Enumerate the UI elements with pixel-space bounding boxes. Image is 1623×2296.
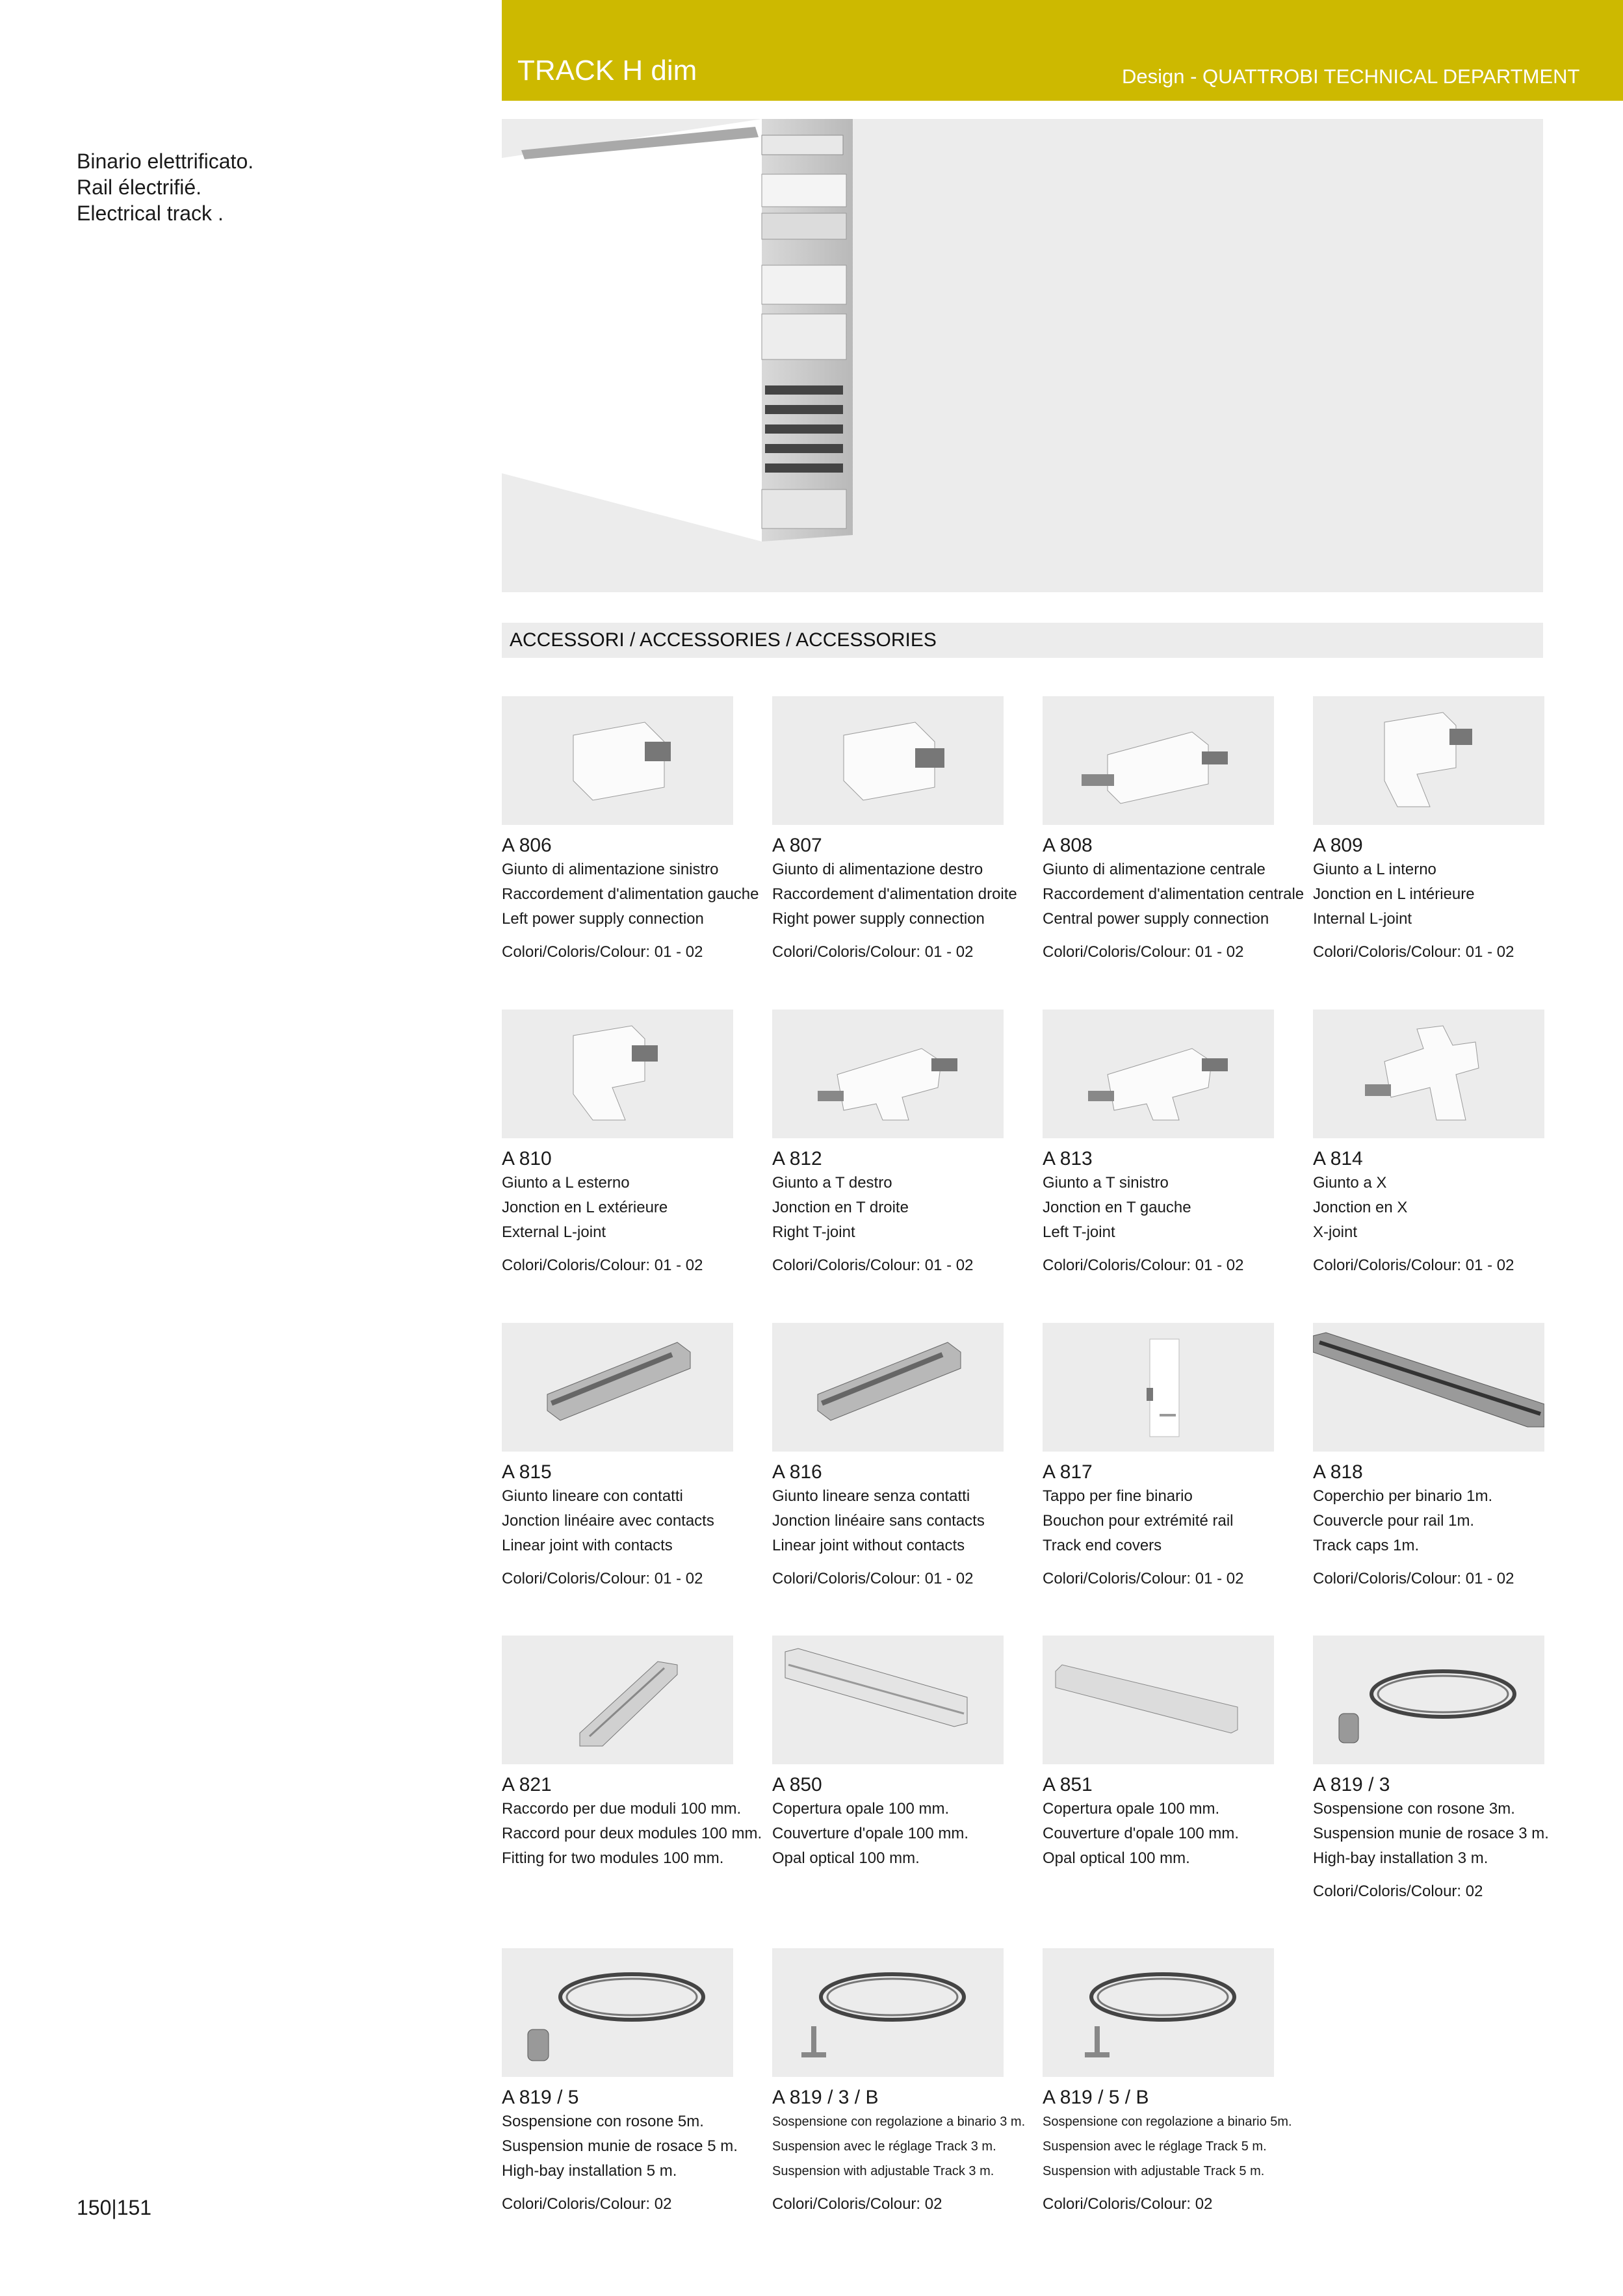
accessory-desc-fr: Jonction en L extérieure bbox=[502, 1199, 668, 1216]
accessory-desc-fr: Raccordement d'alimentation droite bbox=[772, 885, 1017, 903]
accessory-card bbox=[772, 1010, 1004, 1275]
accessory-desc-en: High-bay installation 3 m. bbox=[1313, 1849, 1488, 1867]
accessory-desc-it: Giunto a L interno bbox=[1313, 861, 1436, 878]
accessory-desc-fr: Suspension munie de rosace 3 m. bbox=[1313, 1825, 1549, 1842]
accessory-image bbox=[1313, 1323, 1544, 1452]
design-credit: Design - QUATTROBI TECHNICAL DEPARTMENT bbox=[1122, 65, 1580, 88]
accessory-card bbox=[1313, 1010, 1544, 1275]
intro-english: Electrical track . bbox=[77, 202, 224, 225]
accessory-desc-en: Internal L-joint bbox=[1313, 910, 1412, 928]
accessory-desc-it: Tappo per fine binario bbox=[1043, 1487, 1193, 1505]
accessory-colour: Colori/Coloris/Colour: 02 bbox=[1043, 2195, 1213, 2213]
accessory-image bbox=[772, 696, 1004, 825]
accessory-card bbox=[772, 1323, 1004, 1588]
accessory-desc-en: Left power supply connection bbox=[502, 910, 704, 928]
accessory-desc-en: Right power supply connection bbox=[772, 910, 985, 928]
accessory-desc-it: Giunto lineare senza contatti bbox=[772, 1487, 970, 1505]
accessory-desc-it: Sospensione con regolazione a binario 3 m. bbox=[772, 2115, 1026, 2129]
accessory-card bbox=[772, 1948, 1026, 2213]
page-title: TRACK H dim bbox=[517, 55, 697, 86]
accessory-image bbox=[502, 1636, 733, 1764]
accessory-colour: Colori/Coloris/Colour: 02 bbox=[772, 2195, 942, 2213]
accessory-desc-it: Sospensione con rosone 5m. bbox=[502, 2113, 704, 2130]
accessory-desc-fr: Couvercle pour rail 1m. bbox=[1313, 1512, 1475, 1530]
accessory-image bbox=[1043, 1323, 1274, 1452]
accessory-card bbox=[1043, 696, 1305, 961]
accessory-desc-fr: Jonction en X bbox=[1313, 1199, 1408, 1216]
accessory-desc-en: Track end covers bbox=[1043, 1537, 1162, 1554]
accessory-desc-fr: Raccordement d'alimentation centrale bbox=[1043, 885, 1305, 903]
accessory-desc-fr: Raccord pour deux modules 100 mm. bbox=[502, 1825, 762, 1842]
accessory-desc-en: Linear joint without contacts bbox=[772, 1537, 965, 1554]
accessory-card bbox=[502, 1636, 762, 1883]
track-profile-illustration bbox=[502, 119, 1543, 592]
accessory-image bbox=[772, 1323, 1004, 1452]
accessory-desc-en: Opal optical 100 mm. bbox=[772, 1849, 920, 1867]
accessory-card bbox=[502, 1323, 733, 1588]
accessory-desc-fr: Jonction en T gauche bbox=[1043, 1199, 1191, 1216]
accessory-desc-it: Giunto a T sinistro bbox=[1043, 1174, 1169, 1192]
accessory-desc-en: High-bay installation 5 m. bbox=[502, 2162, 677, 2180]
accessory-card bbox=[1043, 1948, 1292, 2213]
accessory-image bbox=[502, 1010, 733, 1138]
accessory-code: A 819 / 3 / B bbox=[772, 2087, 879, 2108]
accessory-colour: Colori/Coloris/Colour: 01 - 02 bbox=[502, 1570, 703, 1587]
accessory-colour: Colori/Coloris/Colour: 02 bbox=[1313, 1883, 1483, 1900]
accessory-desc-fr: Raccordement d'alimentation gauche bbox=[502, 885, 759, 903]
accessory-desc-it: Giunto lineare con contatti bbox=[502, 1487, 683, 1505]
accessory-image bbox=[1043, 1010, 1274, 1138]
accessory-desc-it: Raccordo per due moduli 100 mm. bbox=[502, 1800, 742, 1818]
accessory-colour: Colori/Coloris/Colour: 01 - 02 bbox=[1043, 1257, 1244, 1274]
accessory-image bbox=[1313, 1010, 1544, 1138]
page-number: 150|151 bbox=[77, 2196, 152, 2219]
accessory-colour: Colori/Coloris/Colour: 01 - 02 bbox=[1043, 1570, 1244, 1587]
accessories-title: ACCESSORI / ACCESSORIES / ACCESSORIES bbox=[510, 629, 937, 651]
accessory-image bbox=[502, 1948, 733, 2077]
accessory-desc-en: External L-joint bbox=[502, 1223, 606, 1241]
accessory-colour: Colori/Coloris/Colour: 01 - 02 bbox=[502, 943, 703, 961]
accessory-card bbox=[502, 696, 759, 961]
accessory-desc-fr: Jonction linéaire sans contacts bbox=[772, 1512, 985, 1530]
accessory-code: A 806 bbox=[502, 835, 552, 856]
accessory-colour: Colori/Coloris/Colour: 01 - 02 bbox=[1313, 1570, 1514, 1587]
accessory-code: A 818 bbox=[1313, 1461, 1363, 1483]
accessory-desc-fr: Jonction en T droite bbox=[772, 1199, 909, 1216]
accessory-code: A 850 bbox=[772, 1774, 822, 1795]
accessory-image bbox=[772, 1010, 1004, 1138]
accessory-desc-it: Copertura opale 100 mm. bbox=[1043, 1800, 1220, 1818]
accessory-code: A 817 bbox=[1043, 1461, 1093, 1483]
accessory-colour: Colori/Coloris/Colour: 01 - 02 bbox=[1313, 943, 1514, 961]
accessory-colour: Colori/Coloris/Colour: 01 - 02 bbox=[1043, 943, 1244, 961]
accessory-desc-it: Giunto di alimentazione centrale bbox=[1043, 861, 1266, 878]
accessory-desc-en: Opal optical 100 mm. bbox=[1043, 1849, 1190, 1867]
accessory-desc-fr: Suspension avec le réglage Track 3 m. bbox=[772, 2139, 996, 2154]
accessory-image bbox=[1313, 1636, 1544, 1764]
accessory-desc-it: Giunto a T destro bbox=[772, 1174, 892, 1192]
accessory-image bbox=[502, 1323, 733, 1452]
accessory-desc-it: Giunto a X bbox=[1313, 1174, 1387, 1192]
accessory-colour: Colori/Coloris/Colour: 01 - 02 bbox=[772, 1257, 974, 1274]
accessory-colour: Colori/Coloris/Colour: 01 - 02 bbox=[502, 1257, 703, 1274]
accessory-image bbox=[1043, 1948, 1274, 2077]
accessory-desc-en: Fitting for two modules 100 mm. bbox=[502, 1849, 724, 1867]
accessory-colour: Colori/Coloris/Colour: 01 - 02 bbox=[1313, 1257, 1514, 1274]
accessory-desc-en: Suspension with adjustable Track 3 m. bbox=[772, 2164, 994, 2178]
accessory-desc-en: Central power supply connection bbox=[1043, 910, 1269, 928]
accessory-colour: Colori/Coloris/Colour: 01 - 02 bbox=[772, 943, 974, 961]
accessory-image bbox=[502, 696, 733, 825]
accessory-card bbox=[1313, 1323, 1544, 1588]
accessory-desc-en: Track caps 1m. bbox=[1313, 1537, 1420, 1554]
accessory-image bbox=[1043, 696, 1274, 825]
accessory-image bbox=[1043, 1636, 1274, 1764]
accessory-desc-it: Copertura opale 100 mm. bbox=[772, 1800, 950, 1818]
accessory-desc-it: Giunto a L esterno bbox=[502, 1174, 630, 1192]
accessory-code: A 814 bbox=[1313, 1148, 1363, 1169]
accessory-code: A 813 bbox=[1043, 1148, 1093, 1169]
accessory-image bbox=[1313, 696, 1544, 825]
accessory-desc-fr: Jonction en L intérieure bbox=[1313, 885, 1475, 903]
accessory-desc-fr: Couverture d'opale 100 mm. bbox=[772, 1825, 969, 1842]
accessory-desc-fr: Suspension munie de rosace 5 m. bbox=[502, 2137, 738, 2155]
intro-french: Rail électrifié. bbox=[77, 176, 202, 199]
accessory-code: A 807 bbox=[772, 835, 822, 856]
accessory-desc-en: Linear joint with contacts bbox=[502, 1537, 673, 1554]
accessory-desc-en: X-joint bbox=[1313, 1223, 1358, 1241]
accessory-code: A 851 bbox=[1043, 1774, 1093, 1795]
accessory-code: A 809 bbox=[1313, 835, 1363, 856]
accessory-image bbox=[772, 1948, 1004, 2077]
accessory-code: A 808 bbox=[1043, 835, 1093, 856]
accessory-code: A 812 bbox=[772, 1148, 822, 1169]
track-product-image bbox=[502, 119, 1543, 592]
accessory-colour: Colori/Coloris/Colour: 01 - 02 bbox=[772, 1570, 974, 1587]
accessory-card bbox=[1043, 1010, 1274, 1275]
accessory-desc-en: Left T-joint bbox=[1043, 1223, 1115, 1241]
accessory-desc-fr: Jonction linéaire avec contacts bbox=[502, 1512, 714, 1530]
accessory-image bbox=[772, 1636, 1004, 1764]
accessory-desc-fr: Couverture d'opale 100 mm. bbox=[1043, 1825, 1240, 1842]
accessory-desc-it: Giunto di alimentazione destro bbox=[772, 861, 983, 878]
accessory-code: A 815 bbox=[502, 1461, 552, 1483]
accessory-code: A 819 / 3 bbox=[1313, 1774, 1390, 1795]
accessory-card bbox=[1043, 1323, 1274, 1588]
accessory-code: A 816 bbox=[772, 1461, 822, 1483]
accessory-desc-en: Right T-joint bbox=[772, 1223, 855, 1241]
intro-italian: Binario elettrificato. bbox=[77, 150, 254, 173]
accessory-card bbox=[1043, 1636, 1274, 1883]
accessory-card bbox=[772, 1636, 1004, 1883]
accessory-colour: Colori/Coloris/Colour: 02 bbox=[502, 2195, 672, 2213]
accessory-card bbox=[502, 1948, 738, 2213]
accessory-desc-it: Sospensione con regolazione a binario 5m. bbox=[1043, 2115, 1292, 2129]
accessory-desc-it: Coperchio per binario 1m. bbox=[1313, 1487, 1493, 1505]
accessory-desc-en: Suspension with adjustable Track 5 m. bbox=[1043, 2164, 1265, 2178]
accessory-desc-it: Sospensione con rosone 3m. bbox=[1313, 1800, 1515, 1818]
accessory-desc-fr: Bouchon pour extrémité rail bbox=[1043, 1512, 1234, 1530]
accessory-code: A 819 / 5 bbox=[502, 2087, 579, 2108]
accessory-card bbox=[1313, 696, 1544, 961]
accessory-desc-it: Giunto di alimentazione sinistro bbox=[502, 861, 719, 878]
accessory-code: A 819 / 5 / B bbox=[1043, 2087, 1149, 2108]
accessory-desc-fr: Suspension avec le réglage Track 5 m. bbox=[1043, 2139, 1267, 2154]
accessory-card bbox=[772, 696, 1017, 961]
accessory-code: A 810 bbox=[502, 1148, 552, 1169]
intro-text bbox=[77, 148, 253, 226]
accessory-card bbox=[502, 1010, 733, 1275]
accessory-code: A 821 bbox=[502, 1774, 552, 1795]
accessory-card bbox=[1313, 1636, 1549, 1901]
